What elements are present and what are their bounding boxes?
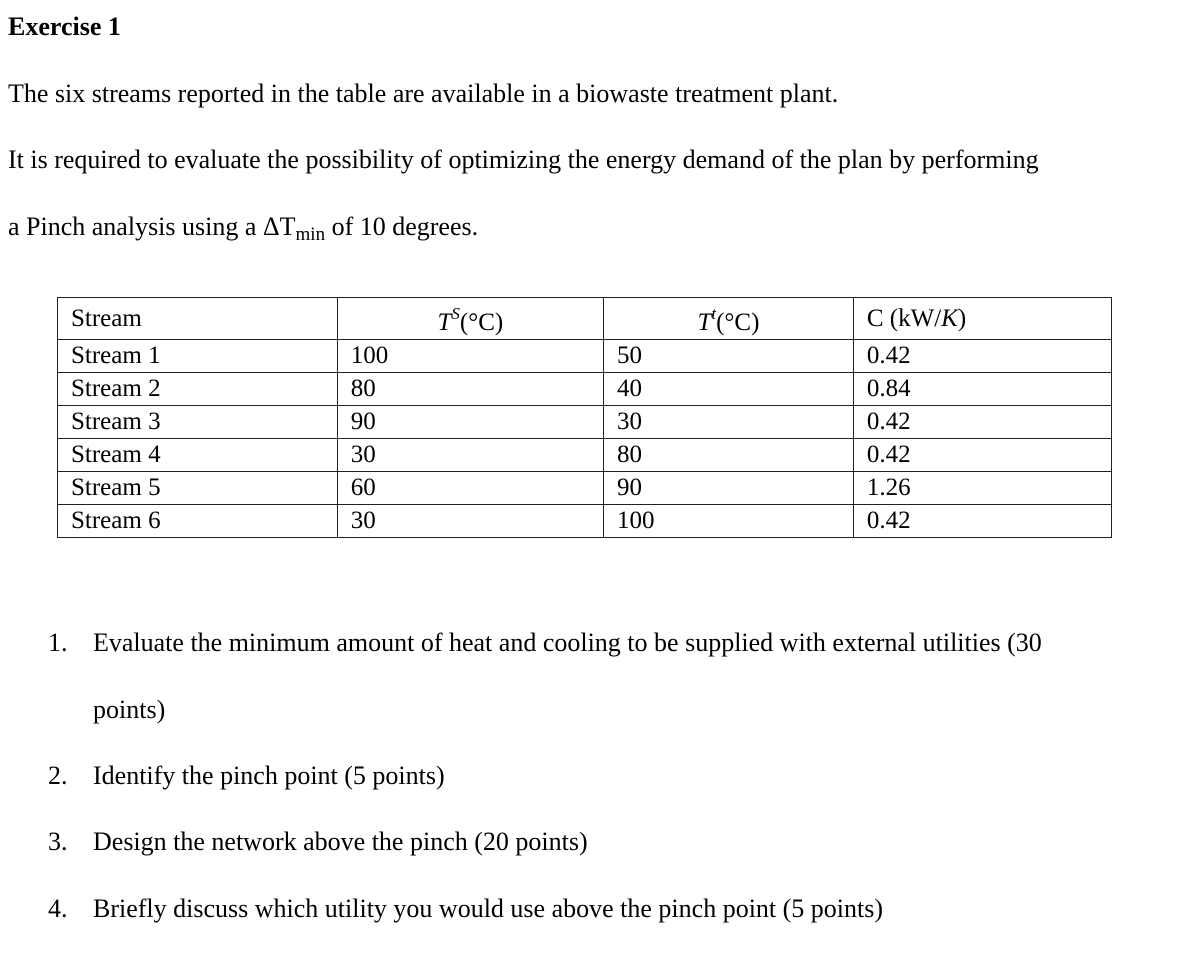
intro-line-2: It is required to evaluate the possibility of optimizing the energy demand of the plan by performing: [8, 145, 1039, 174]
table-row: [58, 373, 1112, 406]
question-text-continued: points): [93, 695, 166, 724]
question-number: 2.: [48, 761, 68, 790]
header-supply-temperature: $T^S(^\circ C)$: [337, 298, 603, 340]
intro-line-3: [8, 210, 478, 252]
cell-tt: 80: [604, 439, 854, 472]
table-row: [58, 505, 1112, 538]
header-target-temperature: $T^t(^\circ C)$: [604, 298, 854, 340]
table-header-row: [58, 298, 1112, 340]
cell-c: 1.26: [853, 472, 1111, 505]
table-row: [58, 406, 1112, 439]
cell-stream: Stream 2: [58, 373, 338, 406]
cell-c: 0.42: [853, 505, 1111, 538]
question-text: Design the network above the pinch (20 points): [93, 827, 588, 856]
question-text: Briefly discuss which utility you would use above the pinch point (5 points): [93, 894, 884, 923]
cell-tt: 50: [604, 340, 854, 373]
question-number: 4.: [48, 894, 68, 923]
cell-ts: 80: [337, 373, 603, 406]
cell-c: 0.42: [853, 439, 1111, 472]
table-row: [58, 340, 1112, 373]
question-number: 1.: [48, 628, 68, 657]
cell-ts: 100: [337, 340, 603, 373]
cell-ts: 90: [337, 406, 603, 439]
intro-line-3-start: a Pinch analysis using a ΔT: [8, 212, 296, 241]
cell-tt: 40: [604, 373, 854, 406]
cell-stream: Stream 3: [58, 406, 338, 439]
cell-stream: Stream 1: [58, 340, 338, 373]
cell-ts: 30: [337, 505, 603, 538]
question-text: Evaluate the minimum amount of heat and cooling to be supplied with external utilities (30: [93, 628, 1042, 657]
header-stream: Stream: [58, 298, 338, 340]
cell-c: 0.42: [853, 406, 1111, 439]
cell-stream: Stream 4: [58, 439, 338, 472]
delta-t-subscript: min: [295, 224, 326, 245]
cell-stream: Stream 6: [58, 505, 338, 538]
question-number: 3.: [48, 827, 68, 856]
cell-ts: 60: [337, 472, 603, 505]
cell-tt: 30: [604, 406, 854, 439]
streams-table: [57, 297, 1112, 538]
intro-line-1: The six streams reported in the table are available in a biowaste treatment plant.: [8, 79, 839, 108]
cell-tt: 100: [604, 505, 854, 538]
table-row: [58, 439, 1112, 472]
exercise-title: Exercise 1: [8, 12, 121, 41]
table-row: [58, 472, 1112, 505]
header-heat-capacity: C (kW/K): [853, 298, 1111, 340]
cell-c: 0.84: [853, 373, 1111, 406]
cell-ts: 30: [337, 439, 603, 472]
cell-stream: Stream 5: [58, 472, 338, 505]
cell-tt: 90: [604, 472, 854, 505]
question-text: Identify the pinch point (5 points): [93, 761, 445, 790]
cell-c: 0.42: [853, 340, 1111, 373]
intro-line-3-end: of 10 degrees.: [325, 212, 479, 241]
